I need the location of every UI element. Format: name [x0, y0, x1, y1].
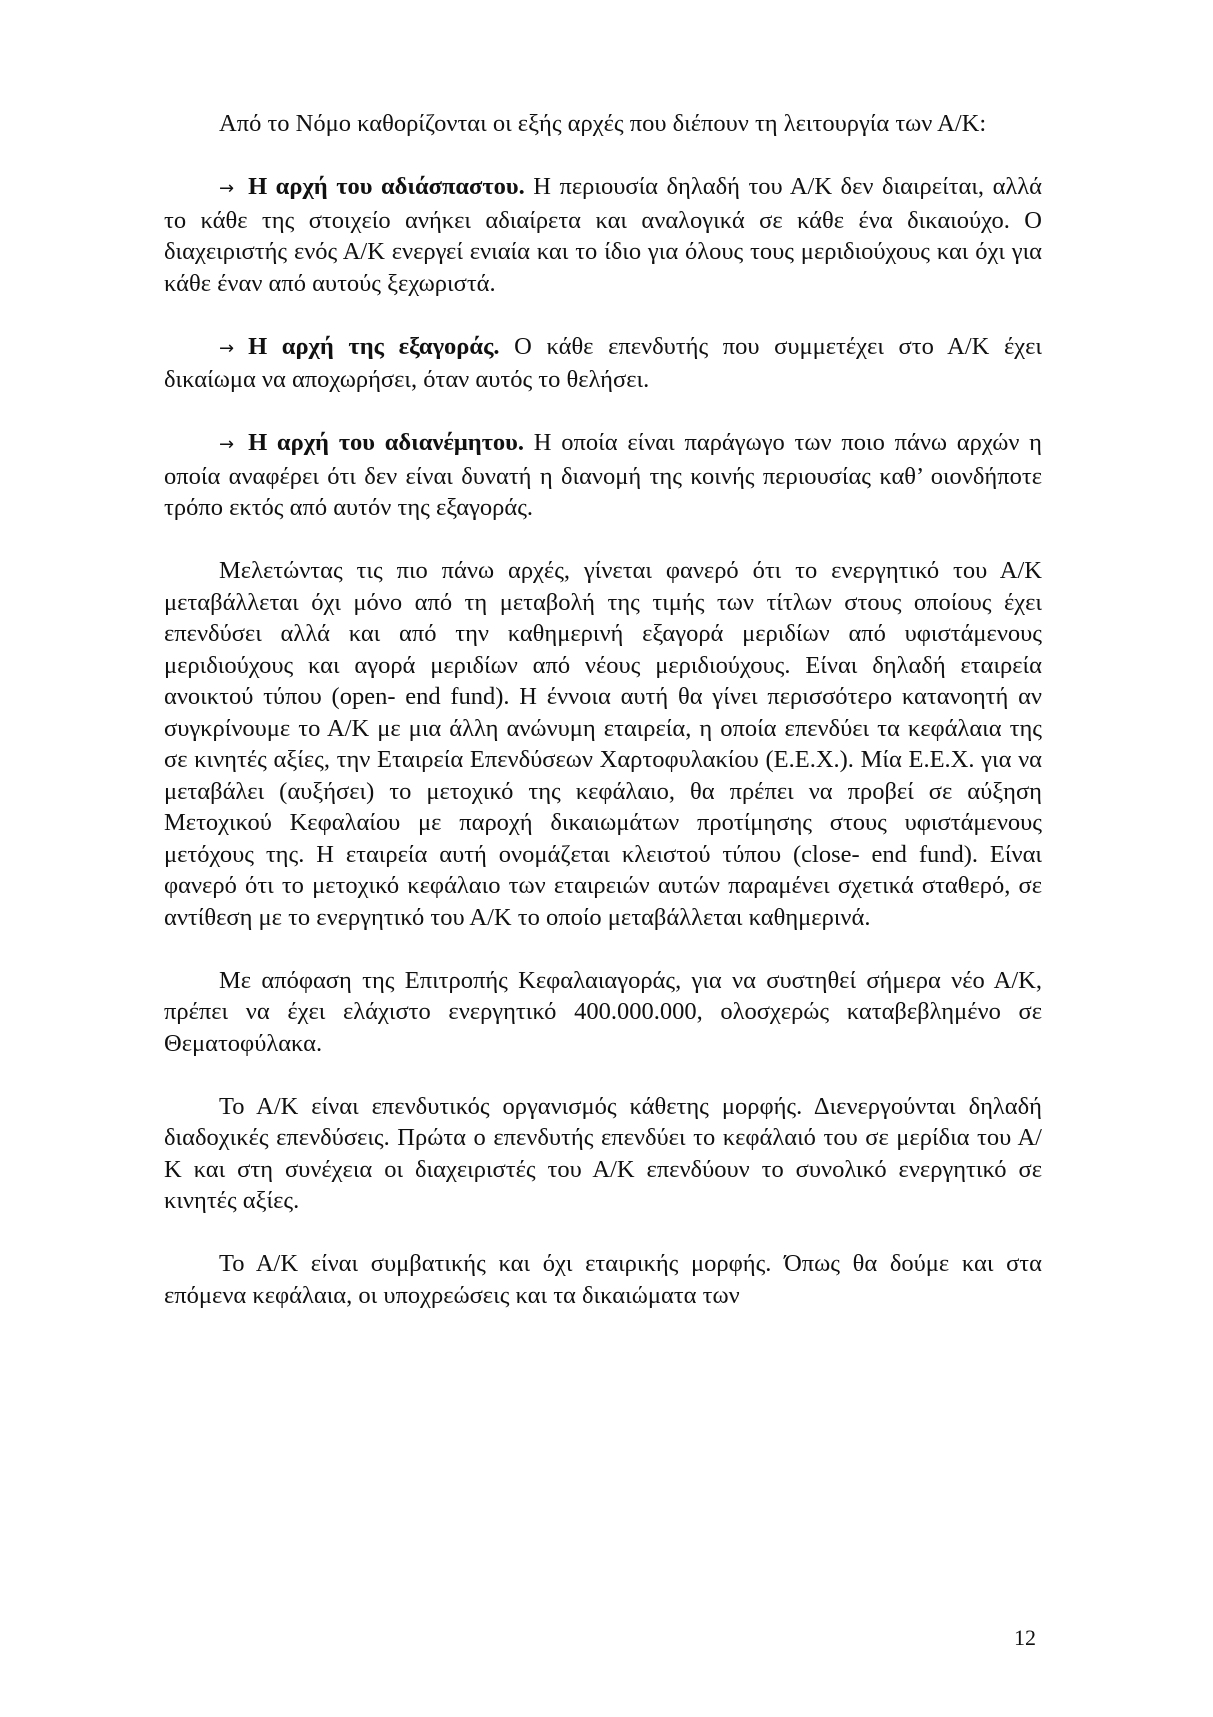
- principle-text: Η οποία είναι παράγωγο των ποιο πάνω αρχών η οποία αναφέρει ότι δεν είναι δυνατή η διανομή της κοινής περιουσίας καθ’ οιονδήποτε τρόπο εκτός από αυτόν της εξαγοράς.: [164, 429, 1042, 521]
- intro-paragraph: Από το Νόμο καθορίζονται οι εξής αρχές που διέπουν τη λειτουργία των Α/Κ:: [219, 110, 987, 137]
- principle-item: [164, 427, 1042, 524]
- arrow-icon: →: [219, 337, 235, 359]
- body-paragraph: Με απόφαση της Επιτροπής Κεφαλαιαγοράς, για να συστηθεί σήμερα νέο Α/Κ, πρέπει να έχει ελάχιστο ενεργητικό 400.000.000, ολοσχερώς καταβεβλημένο σε Θεματοφύλακα.: [164, 966, 1042, 1057]
- principle-item: [164, 331, 1042, 396]
- principle-item: [164, 171, 1042, 299]
- principle-title: Η αρχή του αδιανέμητου.: [248, 429, 525, 456]
- principle-text: Η περιουσία δηλαδή του Α/Κ δεν διαιρείται, αλλά το κάθε της στοιχείο ανήκει αδιαίρετα και αναλογικά σε κάθε ένα δικαιούχο. Ο διαχειριστής ενός Α/Κ ενεργεί ενιαία και το ίδιο για όλους τους μεριδιούχους και όχι για κάθε έναν από αυτούς ξεχωριστά.: [164, 173, 1043, 297]
- principle-title: Η αρχή του αδιάσπαστου.: [248, 173, 525, 200]
- body-paragraph: Το Α/Κ είναι συμβατικής και όχι εταιρικής μορφής. Όπως θα δούμε και στα επόμενα κεφάλαια, οι υποχρεώσεις και τα δικαιώματα των: [164, 1250, 1042, 1309]
- arrow-icon: →: [219, 178, 235, 199]
- document-body: [164, 108, 1042, 1343]
- page-number: 12: [1014, 1625, 1036, 1650]
- principle-title: Η αρχή της εξαγοράς.: [248, 332, 500, 360]
- principle-text: Ο κάθε επενδυτής που συμμετέχει στο Α/Κ έχει δικαίωμα να αποχωρήσει, όταν αυτός το θελήσει.: [164, 332, 1042, 393]
- body-paragraph: Μελετώντας τις πιο πάνω αρχές, γίνεται φανερό ότι το ενεργητικό του Α/Κ μεταβάλλεται όχι μόνο από τη μεταβολή της τιμής των τίτλων στους οποίους έχει επενδύσει αλλά και από την καθημερινή εξαγορά μεριδίων από υφιστάμενους μεριδιούχους και αγορά μεριδίων από νέους μεριδιούχους. Είναι δηλαδή εταιρεία ανοικτού τύπου (open- end fund). Η έννοια αυτή θα γίνει περισσότερο κατανοητή αν συγκρίνουμε το Α/Κ με μια άλλη ανώνυμη εταιρεία, η οποία επενδύει τα κεφάλαια της σε κινητές αξίες, την Εταιρεία Επενδύσεων Χαρτοφυλακίου (Ε.Ε.Χ.). Μία Ε.Ε.Χ. για να μεταβάλει (αυξήσει) το μετοχικό της κεφάλαιο, θα πρέπει να προβεί σε αύξηση Μετοχικού Κεφαλαίου με παροχή δικαιωμάτων προτίμησης στους υφιστάμενους μετόχους της. Η εταιρεία αυτή ονομάζεται κλειστού τύπου (close- end fund). Είναι φανερό ότι το μετοχικό κεφάλαιο των εταιρειών αυτών παραμένει σχετικά σταθερό, σε αντίθεση με το ενεργητικό του Α/Κ το οποίο μεταβάλλεται καθημερινά.: [164, 557, 1042, 931]
- arrow-icon: →: [219, 434, 235, 455]
- body-paragraph: Το Α/Κ είναι επενδυτικός οργανισμός κάθετης μορφής. Διενεργούνται δηλαδή διαδοχικές επενδύσεις. Πρώτα ο επενδυτής επενδύει το κεφάλαιό του σε μερίδια του Α/Κ και στη συνέχεια οι διαχειριστές του Α/Κ επενδύουν το συνολικό ενεργητικό σε κινητές αξίες.: [164, 1092, 1042, 1214]
